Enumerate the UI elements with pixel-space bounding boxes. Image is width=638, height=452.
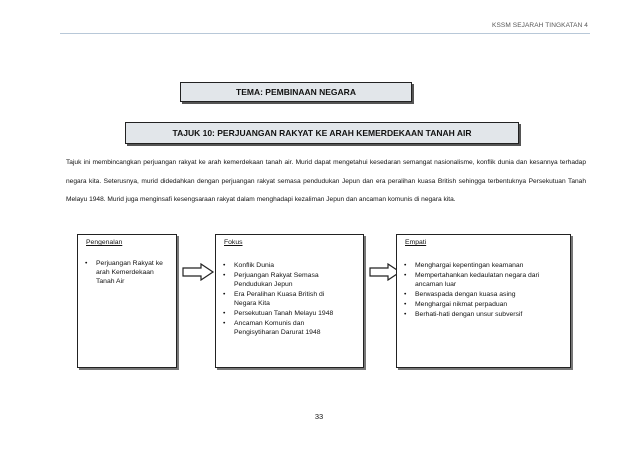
arrow-right-icon: [181, 263, 215, 281]
list-item: [223, 319, 342, 337]
bullet-icon: •: [404, 291, 407, 298]
list-item-text: Menghargai nikmat perpaduan: [415, 301, 508, 308]
list-item-text: Ancaman Komunis dan Pengisytiharan Darurat 1948: [234, 320, 321, 336]
page-number: 33: [314, 412, 324, 421]
card-fokus-list: [216, 261, 342, 338]
bullet-icon: •: [223, 310, 226, 317]
bullet-icon: •: [223, 320, 226, 327]
card-empati-title: Empati: [405, 239, 427, 246]
card-pengenalan-list: [78, 259, 168, 287]
bullet-icon: •: [404, 311, 407, 318]
list-item: [223, 271, 342, 289]
list-item-text: Menghargai kepentingan keamanan: [415, 262, 524, 269]
bullet-icon: •: [223, 272, 226, 279]
list-item: [223, 261, 342, 270]
bullet-icon: •: [223, 291, 226, 298]
bullet-icon: •: [404, 301, 407, 308]
intro-paragraph: Tajuk ini membincangkan perjuangan rakyat ke arah kemerdekaan tanah air. Murid dapat mengetahui kesedaran semangat nasionalisme, konflik dunia dan kesannya terhadap negara kita. Seterusnya, murid didedahkan dengan perjuangan rakyat semasa pendudukan Jepun dan era peralihan kuasa British sehingga terbentuknya Persekutuan Tanah Melayu 1948. Murid juga menginsafi kesengsaraan rakyat dalam menghadapi kezaliman Jepun dan ancaman komunis di negara kita.: [66, 159, 586, 203]
bullet-icon: •: [223, 262, 226, 269]
list-item-text: Perjuangan Rakyat Semasa Pendudukan Jepun: [234, 272, 319, 288]
header-divider: [60, 33, 590, 34]
list-item-text: Perjuangan Rakyat ke arah Kemerdekaan Tanah Air: [96, 260, 163, 285]
list-item-text: Era Peralihan Kuasa British di Negara Kita: [234, 291, 325, 307]
list-item-text: Konflik Dunia: [234, 262, 275, 269]
list-item: [404, 261, 555, 270]
list-item: [223, 309, 342, 318]
list-item: [404, 300, 555, 309]
card-fokus-title: Fokus: [224, 239, 243, 246]
list-item-text: Persekutuan Tanah Melayu 1948: [234, 310, 334, 317]
list-item: [404, 290, 555, 299]
list-item: [85, 259, 168, 286]
header-title: KSSM SEJARAH TINGKATAN 4: [492, 22, 588, 29]
theme-banner: [180, 82, 412, 102]
card-pengenalan-title: Pengenalan: [86, 239, 123, 246]
list-item-text: Mempertahankan kedaulatan negara dari ancaman luar: [415, 272, 540, 288]
bullet-icon: •: [85, 260, 88, 267]
list-item-text: Berhati-hati dengan unsur subversif: [415, 311, 523, 318]
card-empati-list: [397, 261, 555, 320]
list-item-text: Berwaspada dengan kuasa asing: [415, 291, 516, 298]
list-item: [404, 310, 555, 319]
bullet-icon: •: [404, 272, 407, 279]
list-item: [404, 271, 555, 289]
theme-title: TEMA: PEMBINAAN NEGARA: [236, 87, 356, 97]
bullet-icon: •: [404, 262, 407, 269]
list-item: [223, 290, 342, 308]
card-pengenalan: [77, 234, 177, 368]
topic-title: TAJUK 10: PERJUANGAN RAKYAT KE ARAH KEMERDEKAAN TANAH AIR: [172, 128, 472, 138]
card-fokus: [215, 234, 364, 368]
card-empati: [396, 234, 571, 368]
topic-banner: [125, 122, 519, 144]
